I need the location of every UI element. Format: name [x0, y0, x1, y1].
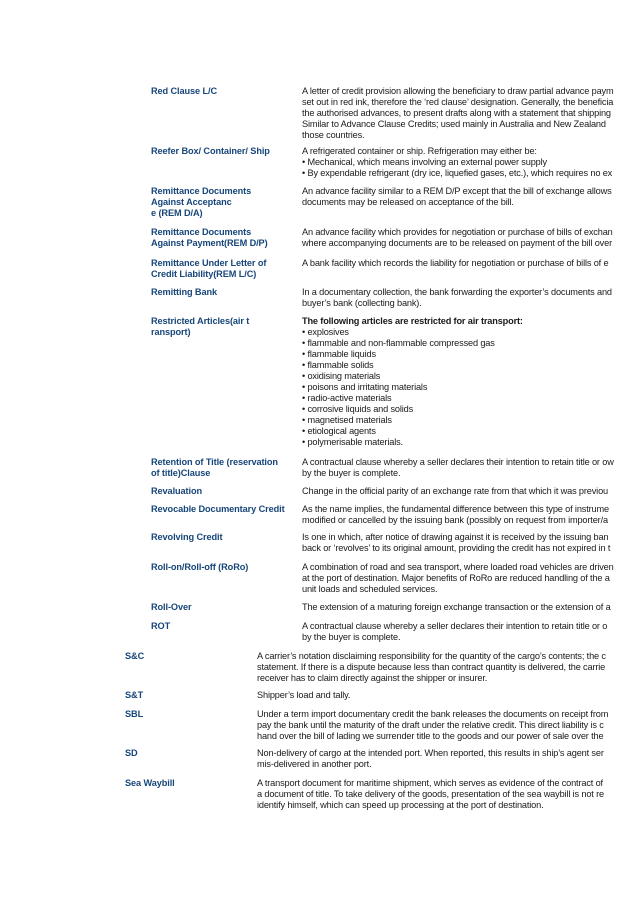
glossary-term: Red Clause L/C: [151, 86, 217, 96]
definition-line: • polymerisable materials.: [302, 437, 403, 447]
glossary-term: Remitting Bank: [151, 287, 217, 297]
glossary-term: S&T: [125, 690, 144, 700]
glossary-term: Remittance Documents Against Payment(REM D/P): [151, 227, 268, 248]
definition-line: An advance facility similar to a REM D/P except that the bill of exchange allows: [302, 186, 612, 196]
definition-line: • oxidising materials: [302, 371, 381, 381]
definition-line: • Mechanical, which means involving an external power supply: [302, 157, 547, 167]
glossary-definition: [302, 532, 610, 554]
definition-line: • flammable solids: [302, 360, 374, 370]
glossary-term: Remittance Under Letter of Credit Liability(REM L/C): [151, 258, 267, 279]
glossary-definition: [302, 186, 612, 208]
definition-line: A transport document for maritime shipment, which serves as evidence of the contract of: [257, 778, 603, 788]
definition-line: Under a term import documentary credit the bank releases the documents on receipt from: [257, 709, 609, 719]
glossary-definition: [257, 748, 604, 770]
definition-line: unit loads and scheduled services.: [302, 584, 438, 594]
definition-line: A bank facility which records the liability for negotiation or purchase of bills of e: [302, 258, 609, 268]
definition-line: • magnetised materials: [302, 415, 392, 425]
definition-line: • flammable and non-flammable compressed gas: [302, 338, 495, 348]
definition-line: • flammable liquids: [302, 349, 376, 359]
glossary-definition: [302, 287, 612, 309]
definition-line: A carrier’s notation disclaiming responsibility for the quantity of the cargo’s contents; the c: [257, 651, 606, 661]
glossary-definition: [257, 690, 350, 701]
glossary-term: Roll-on/Roll-off (RoRo): [151, 562, 249, 572]
definition-line: the authorised advances, to present drafts along with a statement that shipping: [302, 108, 611, 118]
glossary-definition: [257, 709, 608, 742]
definition-line: buyer’s bank (collecting bank).: [302, 298, 422, 308]
definition-line: documents may be released on acceptance of the bill.: [302, 197, 514, 207]
definition-line: A contractual clause whereby a seller declares their intention to retain title or ow: [302, 457, 614, 467]
glossary-term: ROT: [151, 621, 171, 631]
definition-line: identify himself, which can speed up processing at the port of destination.: [257, 800, 544, 810]
glossary-term: Retention of Title (reservation of title)Clause: [151, 457, 278, 478]
definition-line: Change in the official parity of an exchange rate from that which it was previou: [302, 486, 608, 496]
glossary-definition: [302, 602, 611, 613]
glossary-term: Remittance Documents Against Acceptanc e (REM D/A): [151, 186, 252, 218]
definition-line: • explosives: [302, 327, 349, 337]
definition-line: • etiological agents: [302, 426, 376, 436]
definition-line: As the name implies, the fundamental difference between this type of instrume: [302, 504, 609, 514]
definition-line: An advance facility which provides for negotiation or purchase of bills of exchan: [302, 227, 613, 237]
glossary-term: Restricted Articles(air t ransport): [151, 316, 250, 337]
definition-line: Non-delivery of cargo at the intended port. When reported, this results in ship’s agent ser: [257, 748, 604, 758]
glossary-definition: [302, 457, 614, 479]
glossary-definition: [302, 227, 613, 249]
definition-line: hand over the bill of lading we surrender title to the goods and our power of sale over the: [257, 731, 604, 741]
glossary-term: Revocable Documentary Credit: [151, 504, 285, 514]
definition-line: • By expendable refrigerant (dry ice, liquefied gases, etc.), which requires no ex: [302, 168, 613, 178]
definition-line: pay the bank until the maturity of the draft under the relative credit. This direct liability is c: [257, 720, 604, 730]
definition-line: set out in red ink, therefore the ‘red clause’ designation. Generally, the beneficia: [302, 97, 614, 107]
definition-line: A contractual clause whereby a seller declares their intention to retain title or o: [302, 621, 608, 631]
glossary-definition: [302, 146, 612, 179]
glossary-term: Revaluation: [151, 486, 202, 496]
definition-line: A letter of credit provision allowing the beneficiary to draw partial advance paym: [302, 86, 614, 96]
definition-line: • corrosive liquids and solids: [302, 404, 414, 414]
definition-line: • poisons and irritating materials: [302, 382, 428, 392]
glossary-term: Sea Waybill: [125, 778, 175, 788]
glossary-definition: [302, 258, 608, 269]
glossary-term: Revolving Credit: [151, 532, 223, 542]
definition-line: a document of title. To take delivery of the goods, presentation of the sea waybill is not re: [257, 789, 604, 799]
definition-line: those countries.: [302, 130, 365, 140]
glossary-definition: [302, 86, 613, 141]
glossary-term: SBL: [125, 709, 144, 719]
glossary-definition: [302, 621, 607, 643]
definition-line: where accompanying documents are to be released on payment of the bill over: [302, 238, 612, 248]
glossary-term: Roll-Over: [151, 602, 192, 612]
glossary-term: Reefer Box/ Container/ Ship: [151, 146, 270, 156]
definition-line: receiver has to claim directly against the shipper or insurer.: [257, 673, 488, 683]
glossary-definition: [257, 778, 604, 811]
definition-line: In a documentary collection, the bank forwarding the exporter’s documents and: [302, 287, 612, 297]
definition-line: by the buyer is complete.: [302, 632, 401, 642]
glossary-term: SD: [125, 748, 138, 758]
definition-line: • radio-active materials: [302, 393, 392, 403]
glossary-definition: [302, 486, 608, 497]
definition-line: Is one in which, after notice of drawing against it is received by the issuing ban: [302, 532, 609, 542]
glossary-definition: [257, 651, 606, 684]
definition-line: A combination of road and sea transport, where loaded road vehicles are driven: [302, 562, 614, 572]
definition-line: mis-delivered in another port.: [257, 759, 372, 769]
definition-line: The extension of a maturing foreign exchange transaction or the extension of a: [302, 602, 611, 612]
definition-line: modified or cancelled by the issuing bank (possibly on request from importer/a: [302, 515, 608, 525]
definition-line: Shipper’s load and tally.: [257, 690, 351, 700]
definition-line: A refrigerated container or ship. Refrigeration may either be:: [302, 146, 537, 156]
definition-line: back or ‘revolves’ to its original amount, providing the credit has not expired in t: [302, 543, 611, 553]
definition-line: The following articles are restricted for air transport:: [302, 316, 523, 326]
definition-line: statement. If there is a dispute because less than contract quantity is delivered, the carrie: [257, 662, 606, 672]
definition-line: Similar to Advance Clause Credits; used mainly in Australia and New Zealand: [302, 119, 606, 129]
glossary-definition: [302, 316, 523, 448]
glossary-definition: [302, 562, 614, 595]
definition-line: at the port of destination. Major benefits of RoRo are reduced handling of the a: [302, 573, 610, 583]
glossary-definition: [302, 504, 609, 526]
definition-line: by the buyer is complete.: [302, 468, 401, 478]
glossary-term: S&C: [125, 651, 145, 661]
